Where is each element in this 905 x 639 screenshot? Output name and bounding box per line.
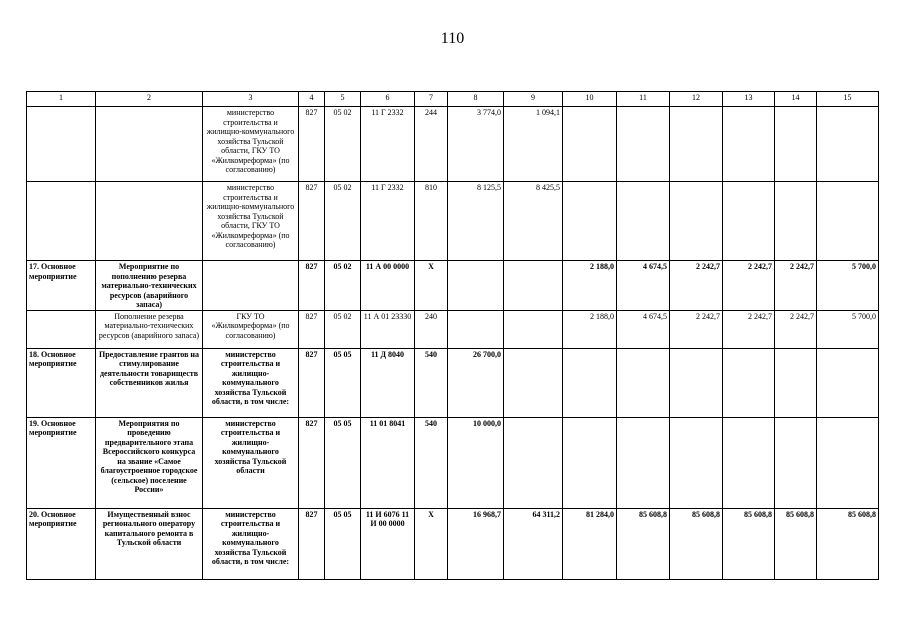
table-cell: 2 188,0 [563,261,617,311]
column-header: 8 [448,92,504,107]
table-cell: 2 188,0 [563,310,617,348]
table-cell: 85 608,8 [817,508,879,579]
table-cell: 540 [415,348,448,417]
table-cell [723,107,775,182]
table-cell [817,182,879,261]
table-cell: Мероприятия по проведению предварительного этапа Всероссийского конкурса на звание «Самое благоустроенное городское (сельское) поселение России» [96,417,203,508]
table-row [27,310,879,348]
table-cell [617,182,670,261]
table-cell: 16 968,7 [448,508,504,579]
table-cell: Имущественный взнос регионального оператору капитального ремонта в Тульской области [96,508,203,579]
table-cell [203,261,299,311]
table-cell [504,261,563,311]
table-cell: 827 [299,182,325,261]
header-row [27,92,879,107]
table-cell [617,107,670,182]
table-cell: ГКУ ТО «Жилкомреформа» (по согласованию) [203,310,299,348]
table-cell: 05 02 [325,310,361,348]
table-cell: 20. Основное мероприятие [27,508,96,579]
column-header: 3 [203,92,299,107]
table-cell [96,107,203,182]
table-cell [775,348,817,417]
table-cell [670,348,723,417]
table-cell: 85 608,8 [775,508,817,579]
table-cell [504,310,563,348]
table-cell [723,348,775,417]
table-cell [504,348,563,417]
column-header: 9 [504,92,563,107]
table-cell: 11 Д 8040 [361,348,415,417]
table-cell: 2 242,7 [670,261,723,311]
table-cell: министерство строительства и жилищно-коммунального хозяйства Тульской области, ГКУ ТО «Жилкомреформа» (по согласованию) [203,182,299,261]
table-cell [775,107,817,182]
table-cell: 05 02 [325,182,361,261]
table-cell: министерство строительства и жилищно-коммунального хозяйства Тульской области, в том числе: [203,348,299,417]
table-cell [723,417,775,508]
table-cell: 64 311,2 [504,508,563,579]
table-cell: X [415,261,448,311]
table-cell: 240 [415,310,448,348]
table-cell [617,348,670,417]
table-cell: 11 01 8041 [361,417,415,508]
table-body [27,107,879,580]
table-row [27,508,879,579]
table-cell [817,107,879,182]
column-header: 13 [723,92,775,107]
table-cell [817,417,879,508]
table-cell [670,182,723,261]
table-cell: 5 700,0 [817,261,879,311]
table-cell: Предоставление грантов на стимулирование деятельности товариществ собственников жилья [96,348,203,417]
table-cell [27,310,96,348]
column-header: 15 [817,92,879,107]
table-cell [670,107,723,182]
table-cell: 4 674,5 [617,261,670,311]
column-header: 6 [361,92,415,107]
table-cell: 05 02 [325,107,361,182]
table-cell: 827 [299,107,325,182]
table-cell: Пополнение резерва материально-технических ресурсов (аварийного запаса) [96,310,203,348]
table-cell: Мероприятие по пополнению резерва материально-технических ресурсов (аварийного запаса) [96,261,203,311]
table-cell: 827 [299,261,325,311]
table-cell: 2 242,7 [775,310,817,348]
table-cell [563,182,617,261]
column-header: 5 [325,92,361,107]
column-header: 10 [563,92,617,107]
table-cell: 1 094,1 [504,107,563,182]
table-cell: 540 [415,417,448,508]
table-cell: 26 700,0 [448,348,504,417]
table-cell: 2 242,7 [670,310,723,348]
table-cell [617,417,670,508]
table-cell: 85 608,8 [617,508,670,579]
table-cell [775,182,817,261]
table-cell: 827 [299,348,325,417]
table-cell [27,107,96,182]
column-header: 11 [617,92,670,107]
table-cell: 05 02 [325,261,361,311]
table-cell: 244 [415,107,448,182]
table-cell: 18. Основное мероприятие [27,348,96,417]
table-cell: 11 Г 2332 [361,182,415,261]
table-row [27,261,879,311]
table-cell: 81 284,0 [563,508,617,579]
table-cell [775,417,817,508]
table-cell: министерство строительства и жилищно-коммунального хозяйства Тульской области, ГКУ ТО «Жилкомреформа» (по согласованию) [203,107,299,182]
table-cell: 19. Основное мероприятие [27,417,96,508]
table-cell: министерство строительства и жилищно-коммунального хозяйства Тульской области, в том числе: [203,508,299,579]
table-cell: 11 А 01 23330 [361,310,415,348]
column-header: 7 [415,92,448,107]
column-header: 12 [670,92,723,107]
table-cell: 85 608,8 [723,508,775,579]
table-row [27,107,879,182]
table-cell [96,182,203,261]
table-cell: 8 125,5 [448,182,504,261]
table-cell: 827 [299,417,325,508]
table-row [27,182,879,261]
table-cell [563,417,617,508]
table-cell: 827 [299,310,325,348]
table-row [27,348,879,417]
column-header: 4 [299,92,325,107]
table-cell: 827 [299,508,325,579]
table-cell: 10 000,0 [448,417,504,508]
table-cell [723,182,775,261]
table-cell: 05 05 [325,417,361,508]
page-number: 110 [440,30,465,47]
table-cell: 2 242,7 [775,261,817,311]
table-cell: 8 425,5 [504,182,563,261]
table-cell: 3 774,0 [448,107,504,182]
table-cell [563,107,617,182]
table-cell: 85 608,8 [670,508,723,579]
table-cell [504,417,563,508]
table-cell [448,310,504,348]
table-cell: 05 05 [325,508,361,579]
table-cell [817,348,879,417]
table-cell: 4 674,5 [617,310,670,348]
table-cell [448,261,504,311]
column-header: 1 [27,92,96,107]
table-cell [563,348,617,417]
table-cell: 11 А 00 0000 [361,261,415,311]
table-cell: X [415,508,448,579]
table-cell: 2 242,7 [723,310,775,348]
table-cell: 11 Г 2332 [361,107,415,182]
table-cell: 2 242,7 [723,261,775,311]
table-cell: 05 05 [325,348,361,417]
table-cell: министерство строительства и жилищно-коммунального хозяйства Тульской области [203,417,299,508]
table-cell: 17. Основное мероприятие [27,261,96,311]
budget-table [26,91,879,580]
table-cell [27,182,96,261]
table-row [27,417,879,508]
table-cell: 11 И 6076 11 И 00 0000 [361,508,415,579]
table-cell [670,417,723,508]
column-header: 2 [96,92,203,107]
table-cell: 810 [415,182,448,261]
column-header: 14 [775,92,817,107]
table-cell: 5 700,0 [817,310,879,348]
